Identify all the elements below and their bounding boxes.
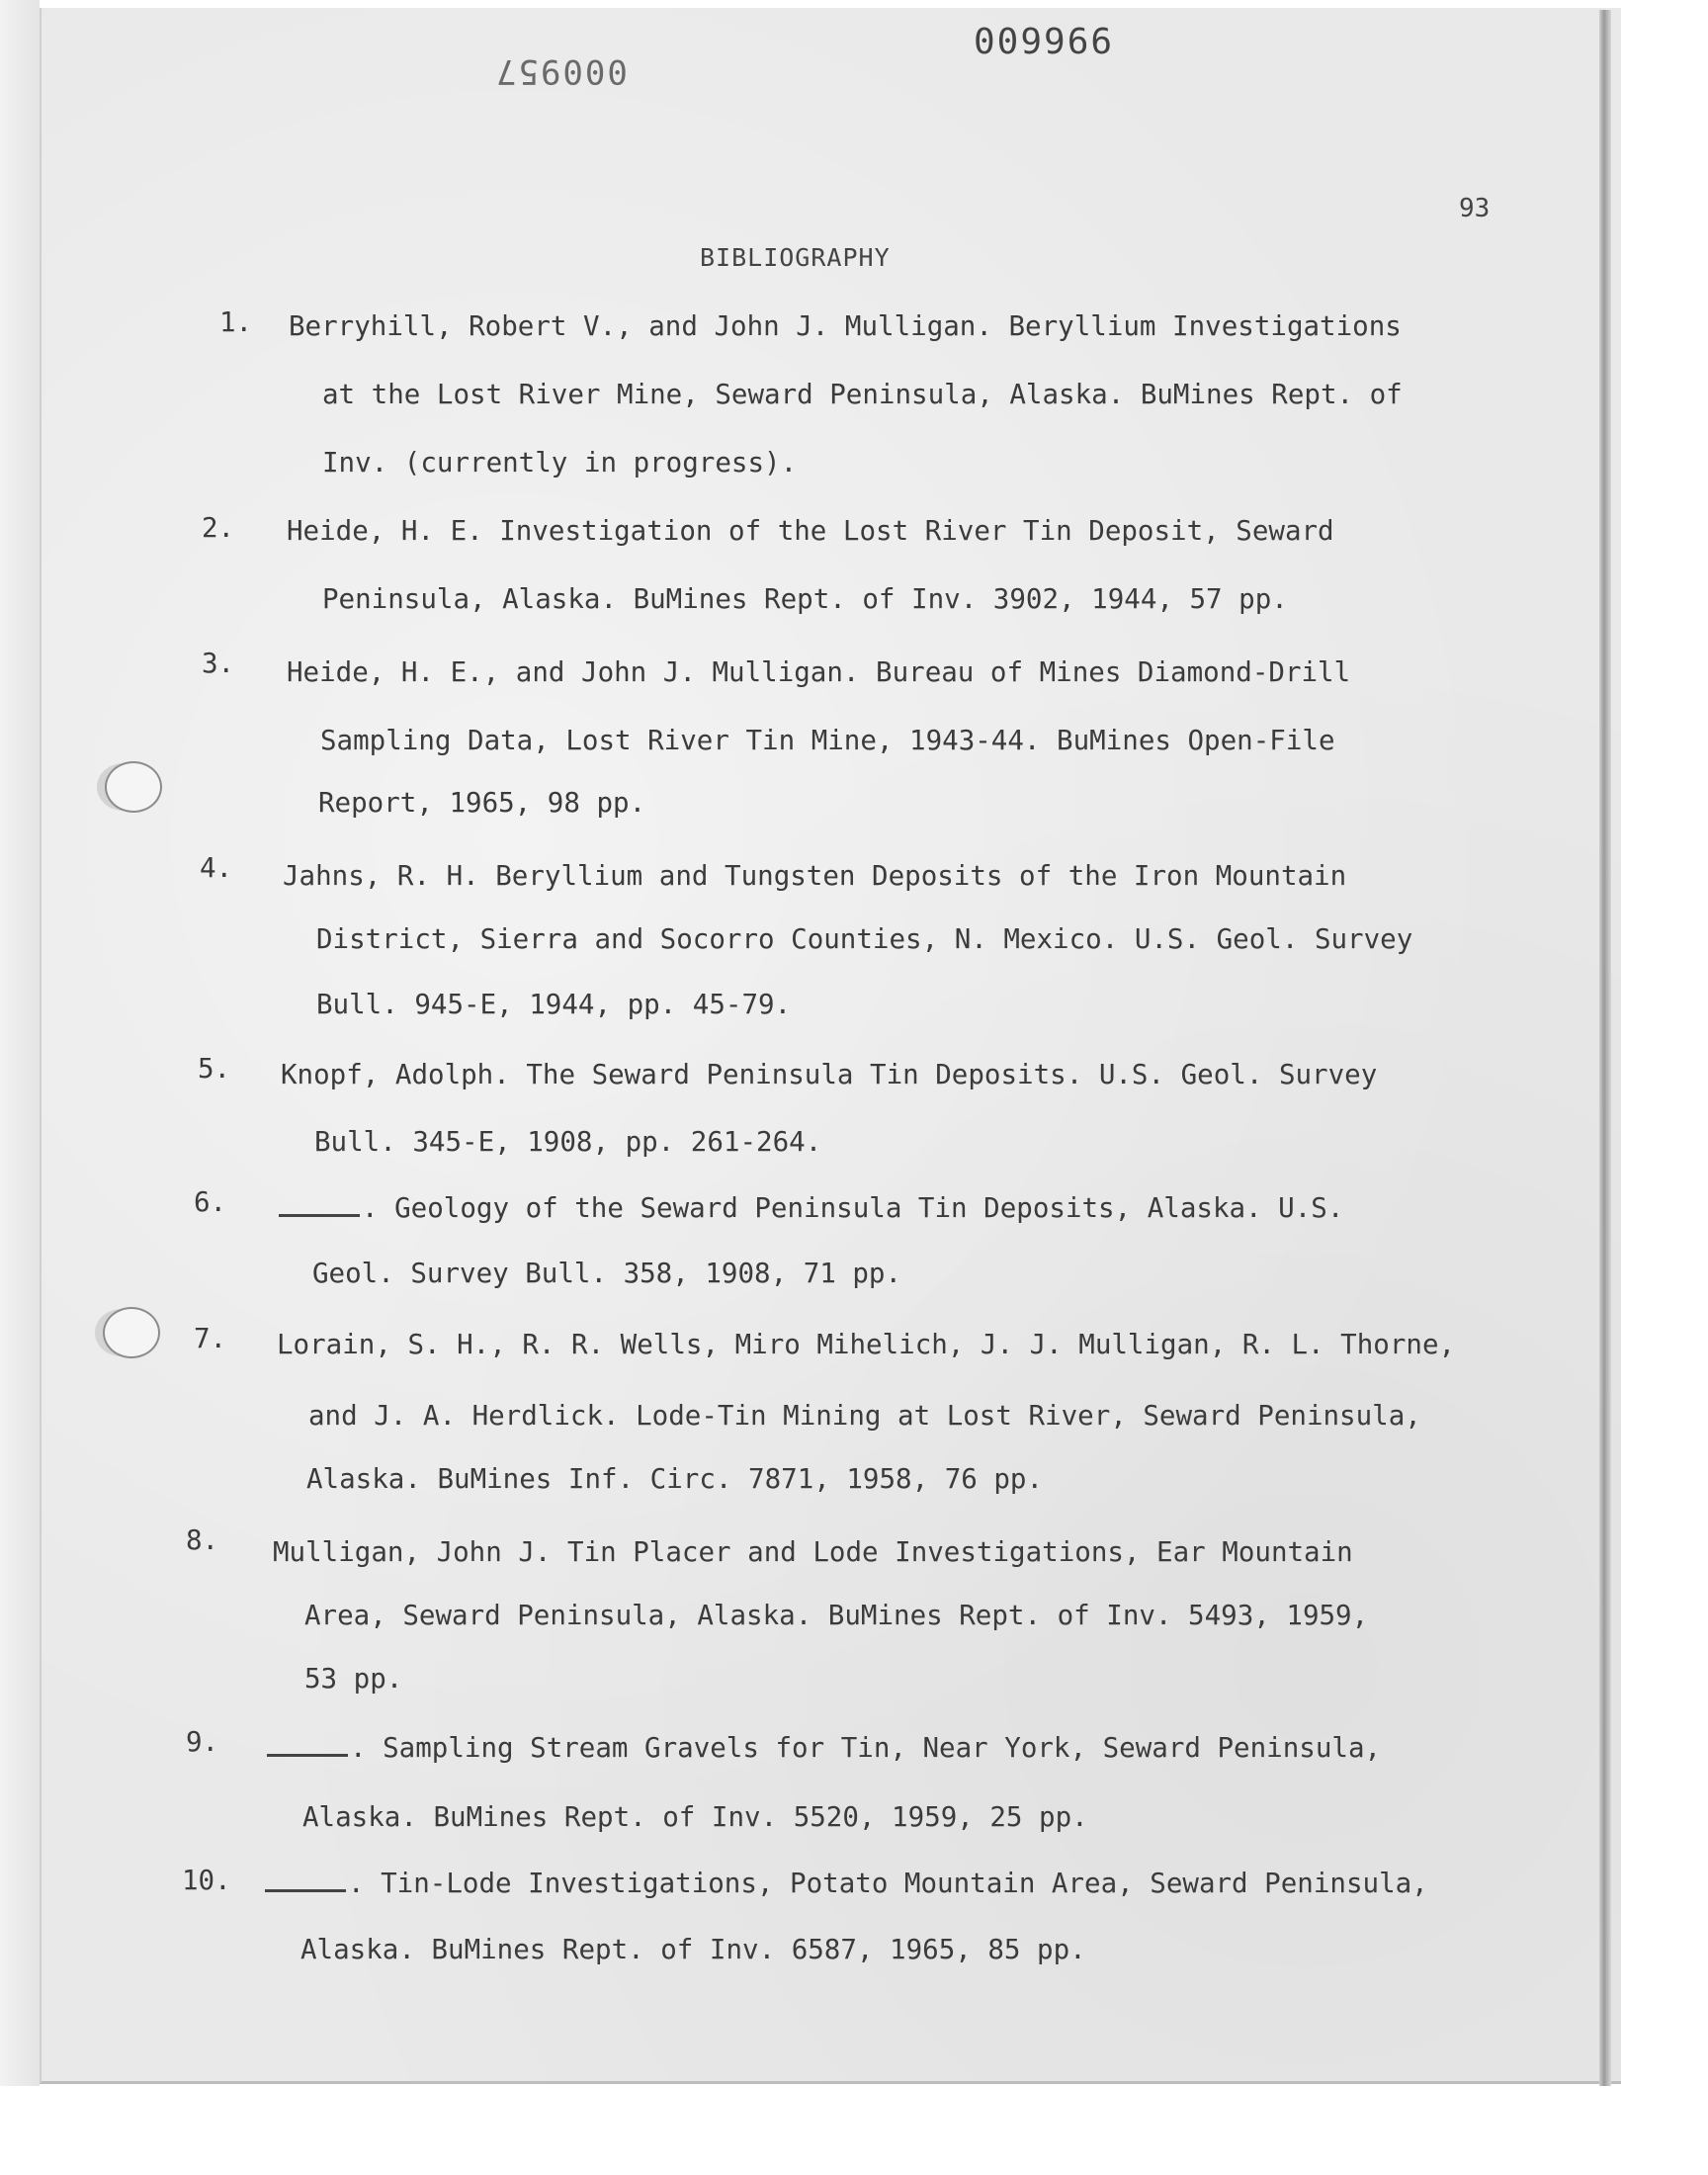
ditto-blank [279,1192,360,1217]
entry-line: Heide, H. E., and John J. Mulligan. Bureau of Mines Diamond-Drill [287,656,1351,688]
entry-line: Lorain, S. H., R. R. Wells, Miro Mihelich, J. J. Mulligan, R. L. Thorne, [277,1329,1456,1360]
entry-line: at the Lost River Mine, Seward Peninsula, Alaska. BuMines Rept. of [322,379,1403,410]
entry-line: Report, 1965, 98 pp. [318,787,646,819]
entry-line: Geol. Survey Bull. 358, 1908, 71 pp. [312,1258,902,1289]
entry-line: Knopf, Adolph. The Seward Peninsula Tin Deposits. U.S. Geol. Survey [281,1059,1378,1090]
binder-hole-icon [103,1307,160,1358]
entry-line: Alaska. BuMines Rept. of Inv. 6587, 1965, 85 pp. [300,1934,1086,1965]
entry-line: 53 pp. [304,1663,403,1695]
entry-line-text: Sampling Stream Gravels for Tin, Near York, Seward Peninsula, [383,1732,1382,1764]
scan-left-margin [0,0,40,2086]
entry-line: Sampling Data, Lost River Tin Mine, 1943-44. BuMines Open-File [320,725,1335,756]
entry-line: Area, Seward Peninsula, Alaska. BuMines Rept. of Inv. 5493, 1959, [304,1600,1369,1631]
entry-line: Jahns, R. H. Beryllium and Tungsten Deposits of the Iron Mountain [283,860,1347,892]
entry-line: Mulligan, John J. Tin Placer and Lode Investigations, Ear Mountain [273,1536,1353,1568]
entry-line: Alaska. BuMines Inf. Circ. 7871, 1958, 76 pp. [306,1463,1044,1495]
entry-number: 9. [186,1726,219,1758]
page-number: 93 [1459,194,1491,223]
entry-number: 8. [186,1524,219,1556]
entry-number: 3. [202,648,235,679]
entry-line: Bull. 345-E, 1908, pp. 261-264. [314,1126,822,1158]
entry-line: and J. A. Herdlick. Lode-Tin Mining at Lost River, Seward Peninsula, [308,1400,1421,1432]
entry-line: Bull. 945-E, 1944, pp. 45-79. [316,989,792,1020]
entry-number: 10. [182,1865,231,1896]
entry-line-text: Geology of the Seward Peninsula Tin Deposits, Alaska. U.S. [394,1192,1344,1224]
entry-line: District, Sierra and Socorro Counties, N. Mexico. U.S. Geol. Survey [316,923,1413,955]
entry-number: 4. [200,852,233,884]
entry-line: Heide, H. E. Investigation of the Lost River Tin Deposit, Seward [287,515,1334,547]
entry-number: 1. [219,306,253,338]
page-right-edge [1599,10,1611,2086]
ditto-blank [265,1868,346,1892]
entry-line-text: Tin-Lode Investigations, Potato Mountain Area, Seward Peninsula, [381,1868,1428,1899]
entry-line: . Geology of the Seward Peninsula Tin Deposits, Alaska. U.S. [279,1192,1343,1224]
entry-line: Alaska. BuMines Rept. of Inv. 5520, 1959, 25 pp. [302,1801,1088,1833]
page-title: BIBLIOGRAPHY [700,243,891,272]
entry-number: 5. [198,1053,231,1085]
entry-number: 2. [202,512,235,544]
entry-line: . Sampling Stream Gravels for Tin, Near York, Seward Peninsula, [267,1732,1381,1764]
upside-down-stamp-number: 000957 [494,51,628,91]
entry-line: Berryhill, Robert V., and John J. Mulligan. Beryllium Investigations [289,310,1402,342]
ditto-blank [267,1732,348,1757]
entry-number: 7. [194,1323,227,1354]
entry-line: Inv. (currently in progress). [322,447,798,478]
entry-line: Peninsula, Alaska. BuMines Rept. of Inv. 3902, 1944, 57 pp. [322,583,1288,615]
entry-line: . Tin-Lode Investigations, Potato Mountain Area, Seward Peninsula, [265,1868,1428,1899]
binder-hole-icon [105,761,162,813]
entry-number: 6. [194,1186,227,1218]
document-stamp-number: 009966 [974,22,1115,62]
